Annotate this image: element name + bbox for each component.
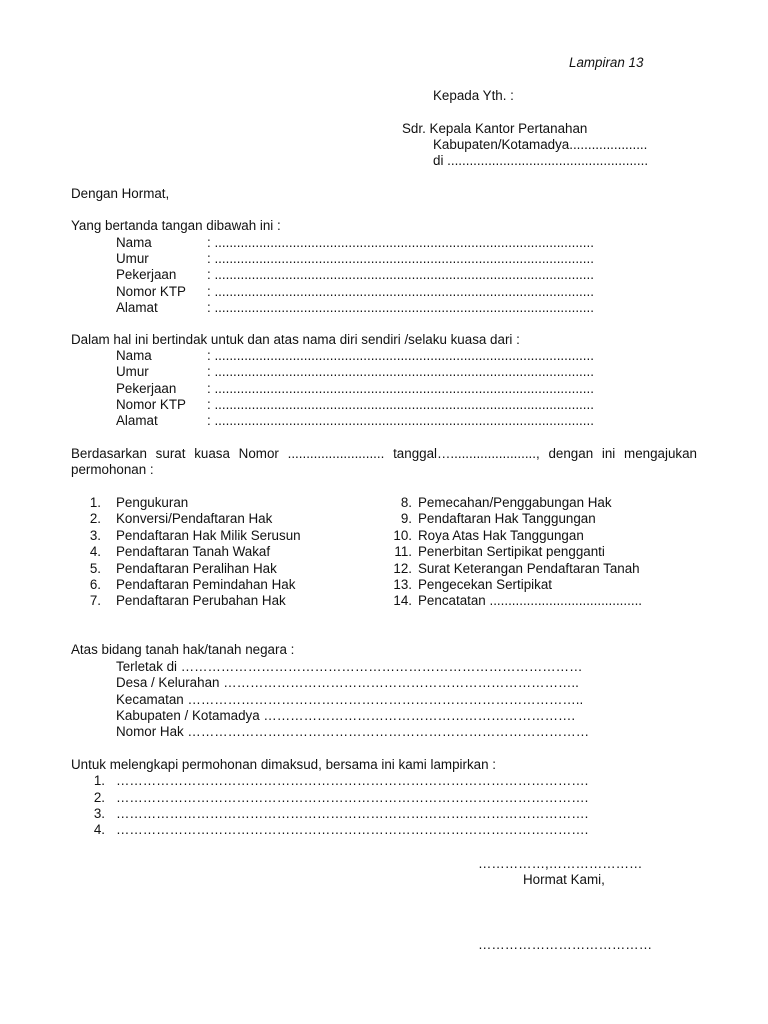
field-blank: : ...................................................................................................... [207, 413, 594, 428]
signer-field-row [0, 251, 768, 267]
service-item [0, 593, 768, 609]
land-field: Desa / Kelurahan …………………………………………………………………….. [116, 675, 579, 690]
item-number: 11. [394, 544, 412, 559]
land-field: Nomor Hak ……………………………………………………………………………… [116, 724, 590, 739]
item-text: Pengecekan Sertipikat [418, 577, 552, 592]
place-date-blank: ……………,………………… [478, 856, 643, 871]
field-label: Umur [116, 364, 149, 379]
item-number: 7. [89, 593, 101, 608]
signer-field-row [0, 235, 768, 251]
item-number: 2. [89, 511, 101, 526]
signer-field-row [0, 284, 768, 300]
recipient-line-3: di ...................................................... [433, 153, 649, 168]
field-label: Pekerjaan [116, 267, 177, 282]
item-text: Pencatatan ......................................... [418, 593, 643, 608]
attachment-item [0, 790, 768, 806]
attachment-label: Lampiran 13 [569, 55, 644, 70]
attachment-item [0, 806, 768, 822]
item-text: Pengukuran [116, 495, 189, 510]
service-item [0, 495, 768, 511]
item-text: Roya Atas Hak Tanggungan [418, 528, 584, 543]
item-number: 1. [93, 773, 105, 788]
attachments-intro: Untuk melengkapi permohonan dimaksud, bersama ini kami lampirkan : [71, 757, 496, 772]
item-text: Pendaftaran Tanah Wakaf [116, 544, 271, 559]
signer-field-row [0, 267, 768, 283]
field-label: Nama [116, 235, 152, 250]
signer-field-row [0, 300, 768, 316]
item-text: Surat Keterangan Pendaftaran Tanah [418, 561, 640, 576]
service-item [0, 561, 768, 577]
field-label: Nama [116, 348, 152, 363]
item-number: 6. [89, 577, 101, 592]
item-number: 14. [393, 593, 412, 608]
principal-field-row [0, 381, 768, 397]
item-blank: ……………………………………………………………………………………………. [116, 790, 589, 805]
field-label: Nomor KTP [116, 397, 186, 412]
field-label: Alamat [116, 413, 158, 428]
item-text: Pendaftaran Perubahan Hak [116, 593, 286, 608]
attachment-item [0, 773, 768, 789]
signer-intro: Yang bertanda tangan dibawah ini : [71, 218, 281, 233]
land-field: Kecamatan …………………………………………………………………………….. [116, 692, 584, 707]
service-item [0, 528, 768, 544]
attachment-item [0, 822, 768, 838]
field-label: Nomor KTP [116, 284, 186, 299]
item-text: Penerbitan Sertipikat pengganti [418, 544, 605, 559]
addressee-heading: Kepada Yth. : [433, 88, 514, 103]
field-blank: : ...................................................................................................... [207, 348, 594, 363]
principal-field-row [0, 397, 768, 413]
request-line-1: Berdasarkan surat kuasa Nomor .......................... tanggal…......................., dengan ini mengajukan [71, 446, 697, 461]
field-blank: : ...................................................................................................... [207, 300, 594, 315]
principal-intro: Dalam hal ini bertindak untuk dan atas nama diri sendiri /selaku kuasa dari : [71, 332, 520, 347]
closing-regards: Hormat Kami, [523, 872, 605, 887]
item-number: 9. [400, 511, 412, 526]
item-text: Pendaftaran Hak Tanggungan [418, 511, 596, 526]
item-blank: ……………………………………………………………………………………………. [116, 806, 589, 821]
request-line-2: permohonan : [71, 462, 154, 477]
item-number: 4. [93, 822, 105, 837]
land-intro: Atas bidang tanah hak/tanah negara : [71, 642, 295, 657]
item-text: Konversi/Pendaftaran Hak [116, 511, 273, 526]
item-number: 12. [393, 561, 412, 576]
signature-blank: ………………………………… [478, 937, 653, 952]
item-number: 2. [93, 790, 105, 805]
item-number: 8. [400, 495, 412, 510]
land-field: Terletak di ……………………………………………………………………………… [116, 659, 583, 674]
principal-field-row [0, 364, 768, 380]
service-item [0, 511, 768, 527]
item-text: Pendaftaran Pemindahan Hak [116, 577, 296, 592]
field-blank: : ...................................................................................................... [207, 397, 594, 412]
recipient-line-2: Kabupaten/Kotamadya..................... [433, 137, 648, 152]
item-number: 5. [89, 561, 101, 576]
recipient-line-1: Sdr. Kepala Kantor Pertanahan [402, 121, 588, 136]
principal-field-row [0, 413, 768, 429]
field-label: Pekerjaan [116, 381, 177, 396]
item-number: 13. [393, 577, 412, 592]
item-text: Pemecahan/Penggabungan Hak [418, 495, 612, 510]
service-item [0, 544, 768, 560]
field-label: Umur [116, 251, 149, 266]
item-number: 10. [393, 528, 412, 543]
greeting: Dengan Hormat, [71, 186, 170, 201]
service-item [0, 577, 768, 593]
item-blank: ……………………………………………………………………………………………. [116, 822, 589, 837]
principal-field-row [0, 348, 768, 364]
field-blank: : ...................................................................................................... [207, 284, 594, 299]
item-number: 1. [89, 495, 101, 510]
field-blank: : ...................................................................................................... [207, 267, 594, 282]
field-blank: : ...................................................................................................... [207, 251, 594, 266]
item-number: 3. [89, 528, 101, 543]
item-text: Pendaftaran Hak Milik Serusun [116, 528, 301, 543]
field-blank: : ...................................................................................................... [207, 235, 594, 250]
land-field: Kabupaten / Kotamadya ……………………………………………………………. [116, 708, 576, 723]
field-label: Alamat [116, 300, 158, 315]
field-blank: : ...................................................................................................... [207, 381, 594, 396]
item-text: Pendaftaran Peralihan Hak [116, 561, 277, 576]
item-blank: ……………………………………………………………………………………………. [116, 773, 589, 788]
item-number: 3. [93, 806, 105, 821]
field-blank: : ...................................................................................................... [207, 364, 594, 379]
item-number: 4. [89, 544, 101, 559]
